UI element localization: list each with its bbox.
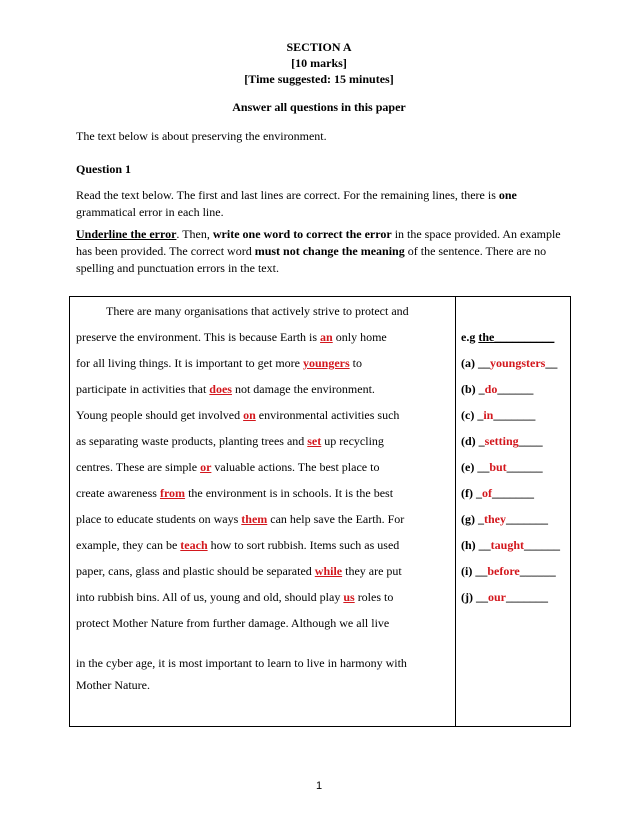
- intro-text: The text below is about preserving the environment.: [76, 129, 327, 143]
- passage-line: paper, cans, glass and plastic should be separated while they are put: [76, 564, 402, 578]
- passage-line: example, they can be teach how to sort rubbish. Items such as used: [76, 538, 400, 552]
- answer-word: taught: [490, 538, 525, 552]
- time-label: [Time suggested: 15 minutes]: [244, 72, 394, 86]
- passage-line: Mother Nature.: [76, 678, 150, 692]
- error-word: an: [320, 330, 333, 344]
- error-word: youngers: [302, 356, 350, 370]
- answer-word: they: [484, 512, 506, 526]
- section-title: SECTION A: [286, 40, 352, 54]
- answer-line: (c) _in_______: [461, 408, 536, 422]
- answer-line: (j) __our_______: [461, 590, 548, 604]
- passage-line: create awareness from the environment is in schools. It is the best: [76, 486, 394, 500]
- page-number: 1: [315, 780, 323, 792]
- question-title: Question 1: [76, 162, 132, 176]
- passage-line: preserve the environment. This is because Earth is an only home: [76, 330, 387, 344]
- table-column-divider: [455, 296, 456, 727]
- answer-word: setting: [484, 434, 519, 448]
- answer-line: (e) __but______: [461, 460, 543, 474]
- marks-label: [10 marks]: [291, 56, 347, 70]
- example-answer: e.g the__________: [461, 330, 555, 344]
- answer-line: (d) _setting____: [461, 434, 543, 448]
- passage-line: protect Mother Nature from further damage. Although we all live: [76, 616, 390, 630]
- error-word: them: [241, 512, 268, 526]
- answer-word: before: [487, 564, 520, 578]
- answer-word: youngsters: [490, 356, 546, 370]
- instruction-heading: Answer all questions in this paper: [232, 100, 406, 114]
- answer-line: (a) __youngsters__: [461, 356, 558, 370]
- error-word: while: [314, 564, 343, 578]
- answer-line: (h) __taught______: [461, 538, 561, 552]
- error-word: set: [307, 434, 322, 448]
- error-word: us: [343, 590, 355, 604]
- passage-line: for all living things. It is important to get more youngers to: [76, 356, 362, 370]
- error-word: or: [200, 460, 212, 474]
- error-word: from: [159, 486, 186, 500]
- passage-line: as separating waste products, planting trees and set up recycling: [76, 434, 384, 448]
- answer-line: (f) _of_______: [461, 486, 534, 500]
- error-word: on: [243, 408, 256, 422]
- answer-word: do: [484, 382, 498, 396]
- error-word: does: [209, 382, 232, 396]
- answer-word: in: [483, 408, 494, 422]
- instructions-paragraph-2: Underline the error. Then, write one word to correct the error in the space provided. An example has been provided. The correct word must not change the meaning of the sentence. There are no spelling and punctuation errors in the text.: [76, 227, 561, 275]
- instructions-paragraph-1: Read the text below. The first and last lines are correct. For the remaining lines, there is one grammatical error in each line.: [76, 188, 517, 219]
- answer-line: (b) _do______: [461, 382, 534, 396]
- answer-word: but: [489, 460, 507, 474]
- passage-line: into rubbish bins. All of us, young and old, should play us roles to: [76, 590, 394, 604]
- answer-line: (i) __before______: [461, 564, 556, 578]
- error-word: teach: [180, 538, 208, 552]
- passage-line: Young people should get involved on environmental activities such: [76, 408, 400, 422]
- answer-line: (g) _they_______: [461, 512, 548, 526]
- passage-line: There are many organisations that actively strive to protect and: [106, 304, 409, 318]
- answer-word: of: [482, 486, 492, 500]
- passage-line: centres. These are simple or valuable actions. The best place to: [76, 460, 380, 474]
- passage-line: in the cyber age, it is most important to learn to live in harmony with: [76, 656, 407, 670]
- answer-word: our: [488, 590, 506, 604]
- passage-line: place to educate students on ways them can help save the Earth. For: [76, 512, 405, 526]
- passage-line: participate in activities that does not damage the environment.: [76, 382, 375, 396]
